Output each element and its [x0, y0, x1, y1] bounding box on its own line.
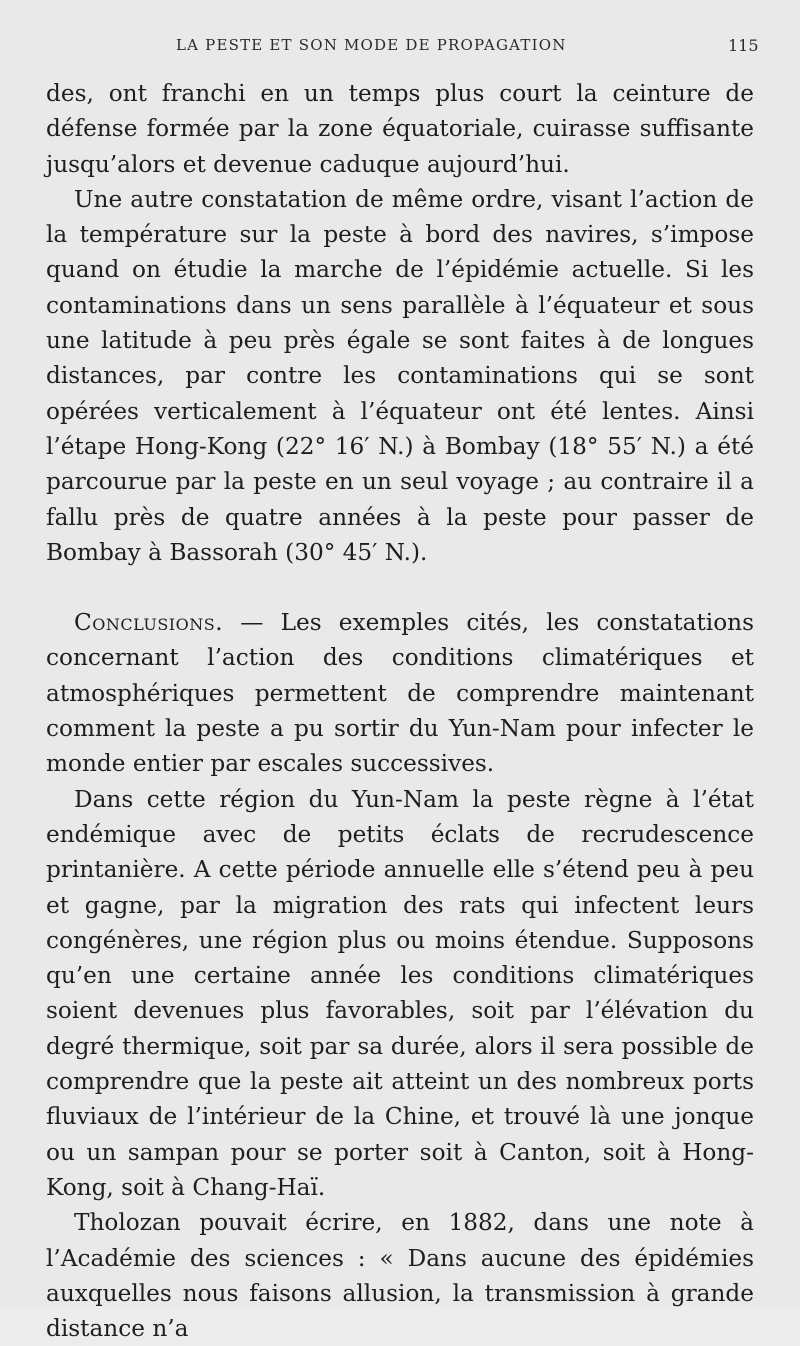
paragraph-tholozan — [46, 1205, 754, 1346]
running-head — [0, 36, 800, 60]
paragraph-text: des, ont franchi en un temps plus court la ceinture de défense formée par la zone équatoriale, cuirasse suffisante jusqu’alors et devenue caduque aujourd’hui. — [46, 80, 754, 178]
paragraph-text: Tholozan pouvait écrire, en 1882, dans une note à l’Académie des sciences : « Dans aucune des épidémies auxquelles nous faisons allusion, la transmission à grande distance n’a — [46, 1209, 754, 1343]
paragraph-text: — Les exemples cités, les constatations concernant l’action des conditions climatériques et atmosphériques permettent de comprendre maintenant comment la peste a pu sortir du Yun-Nam pour infecter le monde entier par escales successives. — [46, 609, 754, 778]
page-number: 115 — [728, 36, 759, 55]
paragraph-temperature — [46, 182, 754, 570]
paragraph-text: Dans cette région du Yun-Nam la peste règne à l’état endémique avec de petits éclats de recrudescence printanière. A cette période annuelle elle s’étend peu à peu et gagne, par la migration des rats qui infectent leurs congénères, une région plus ou moins étendue. Supposons qu’en une certaine année les conditions climatériques soient devenues plus favorables, soit par l’élévation du degré thermique, soit par sa durée, alors il sera possible de comprendre que la peste ait atteint un des nombreux ports fluviaux de l’intérieur de la Chine, et trouvé là une jonque ou un sampan pour se porter soit à Canton, soit à Hong-Kong, soit à Chang-Haï. — [46, 785, 754, 1201]
paragraph-text: Une autre constatation de même ordre, visant l’action de la température sur la peste à bord des navires, s’impose quand on étudie la marche de l’épidémie actuelle. Si les contaminations dans un sens parallèle à l’équateur et sous une latitude à peu près égale se sont faites à de longues distances, par contre les contaminations qui se sont opérées verticalement à l’équateur ont été lentes. Ainsi l’étape Hong-Kong (22° 16′ N.) à Bombay (18° 55′ N.) a été parcourue par la peste en un seul voyage ; au contraire il a fallu près de quatre années à la peste pour passer de Bombay à Bassorah (30° 45′ N.). — [46, 185, 754, 566]
running-title: LA PESTE ET SON MODE DE PROPAGATION — [176, 36, 567, 54]
paragraph-yun-nam — [46, 782, 754, 1206]
paragraph-continuation — [46, 76, 754, 182]
paragraph-conclusions — [46, 605, 754, 781]
section-lead: Conclusions. — [74, 609, 224, 637]
body-text — [46, 76, 754, 1346]
